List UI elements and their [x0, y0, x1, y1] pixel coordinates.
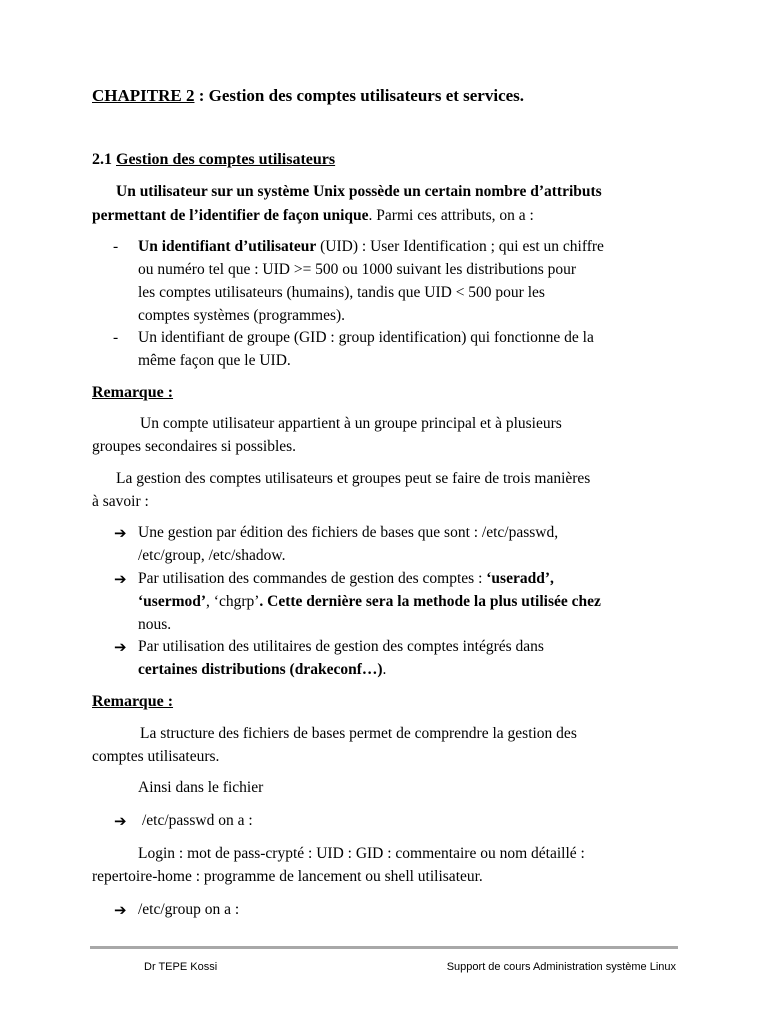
method3-end: .	[382, 661, 387, 678]
arrow-icon: ➔	[114, 638, 127, 656]
method2-usermod: ‘usermod’	[138, 593, 207, 610]
method2-useradd: ‘useradd’,	[486, 570, 554, 587]
arrow-icon: ➔	[114, 901, 127, 919]
remark1-line-2: groupes secondaires si possibles.	[92, 438, 297, 455]
arrow-icon: ➔	[114, 812, 127, 830]
method2-line-2	[138, 592, 601, 612]
passwd-format-line-2: repertoire-home : programme de lancement ou shell utilisateur.	[92, 868, 483, 885]
intro-line-2	[92, 206, 534, 226]
passwd-format-line-1: Login : mot de pass-crypté : UID : GID : commentaire ou nom détaillé :	[138, 845, 585, 862]
footer-course: Support de cours Administration système Linux	[446, 961, 676, 973]
gid-line-1: Un identifiant de groupe (GID : group identification) qui fonctionne de la	[138, 329, 594, 346]
remark-heading-1: Remarque :	[92, 384, 174, 401]
chapter-heading	[92, 86, 524, 106]
chapter-title: : Gestion des comptes utilisateurs et services.	[194, 86, 525, 105]
uid-line-3: les comptes utilisateurs (humains), tandis que UID < 500 pour les	[138, 284, 545, 301]
passwd-file-line: /etc/passwd on a :	[142, 812, 253, 829]
section-number: 2.1	[92, 151, 116, 168]
method2-line-3: nous.	[138, 616, 172, 633]
uid-bold: Un identifiant d’utilisateur	[138, 238, 317, 255]
method3-line-1: Par utilisation des utilitaires de gestion des comptes intégrés dans	[138, 638, 544, 655]
arrow-icon: ➔	[114, 524, 127, 542]
method2-pre: Par utilisation des commandes de gestion des comptes :	[138, 570, 487, 587]
remark2-line-2: comptes utilisateurs.	[92, 748, 220, 765]
group-file-line: /etc/group on a :	[138, 901, 240, 918]
management-line-2: à savoir :	[92, 493, 149, 510]
intro-rest: . Parmi ces attributs, on a :	[368, 207, 534, 224]
arrow-icon: ➔	[114, 570, 127, 588]
uid-line-1	[138, 237, 604, 257]
method2-chgrp: , ‘chgrp’	[206, 593, 260, 610]
remark1-line-1: Un compte utilisateur appartient à un groupe principal et à plusieurs	[140, 415, 562, 432]
intro-bold-part: permettant de l’identifier de façon unique	[92, 207, 369, 224]
method1-line-2: /etc/group, /etc/shadow.	[138, 547, 286, 564]
method1-line-1: Une gestion par édition des fichiers de bases que sont : /etc/passwd,	[138, 524, 559, 541]
gid-line-2: même façon que le UID.	[138, 352, 291, 369]
uid-line-2: ou numéro tel que : UID >= 500 ou 1000 suivant les distributions pour	[138, 261, 577, 278]
footer-divider	[90, 946, 678, 949]
method3-line-2	[138, 660, 386, 680]
bullet-dash-gid: -	[113, 329, 119, 346]
uid-rest: (UID) : User Identification ; qui est un chiffre	[316, 238, 604, 255]
remark-heading-2: Remarque :	[92, 693, 174, 710]
section-title: Gestion des comptes utilisateurs	[116, 151, 336, 168]
bullet-dash-uid: -	[113, 238, 119, 255]
method2-line-1	[138, 569, 554, 589]
section-heading	[92, 150, 335, 170]
intro-line-1: Un utilisateur sur un système Unix possède un certain nombre d’attributs	[116, 183, 602, 200]
management-line-1: La gestion des comptes utilisateurs et groupes peut se faire de trois manières	[116, 470, 591, 487]
chapter-label: CHAPITRE 2	[92, 86, 195, 105]
method2-bold-tail: . Cette dernière sera la methode la plus utilisée chez	[259, 593, 601, 610]
remark2-line-1: La structure des fichiers de bases permet de comprendre la gestion des	[140, 725, 577, 742]
remark2-line-3: Ainsi dans le fichier	[138, 779, 264, 796]
uid-line-4: comptes systèmes (programmes).	[138, 307, 346, 324]
footer-author: Dr TEPE Kossi	[144, 961, 218, 973]
method3-bold: certaines distributions (drakeconf…)	[138, 661, 383, 678]
